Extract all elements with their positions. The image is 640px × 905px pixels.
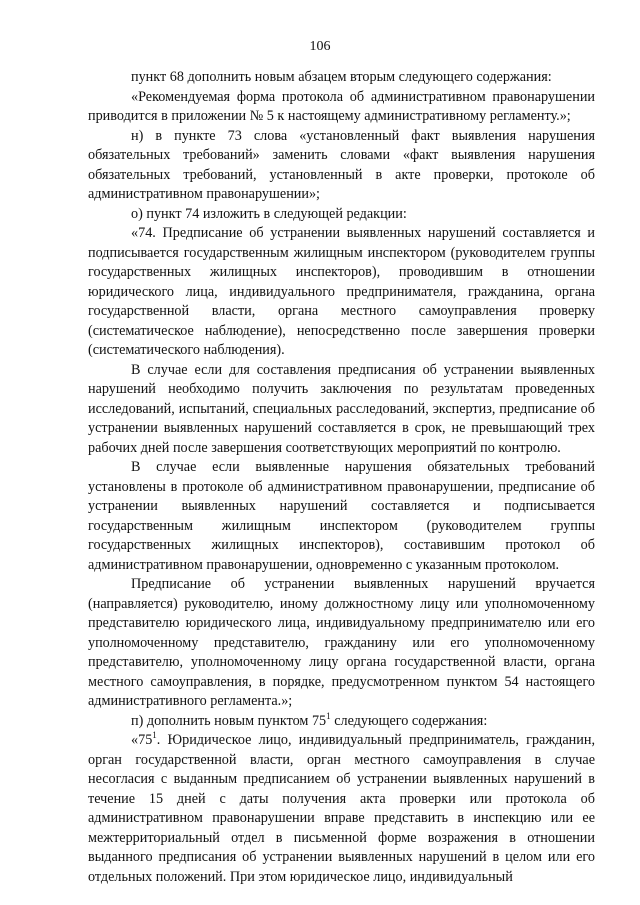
paragraph: «74. Предписание об устранении выявленных нарушений составляется и подписывается государственным жилищным инспектором (руководителем группы государственных жилищных инспекторов), проводившим в отношении юридического лица, индивидуального предпринимателя, гражданина, органа государственной власти, органа местного самоуправления проверку (систематическое наблюдение), непосредственно после завершения проверки (систематического наблюдения). xyxy=(88,225,595,358)
page-number: 106 xyxy=(309,39,331,54)
paragraph: о) пункт 74 изложить в следующей редакции: xyxy=(131,205,407,222)
superscript: 1 xyxy=(326,710,331,721)
superscript: 1 xyxy=(152,730,157,740)
document-body xyxy=(88,68,595,887)
paragraph: В случае если выявленные нарушения обязательных требований установлены в протоколе об административном правонарушении, предписание об устранении выявленных нарушений составляется и подписывается государственным жилищным инспектором (руководителем группы государственных жилищных инспекторов), составившим протокол об административном правонарушении, одновременно с указанным протоколом. xyxy=(88,459,595,573)
paragraph: «Рекомендуемая форма протокола об административном правонарушении приводится в приложении № 5 к настоящему административному регламенту.»; xyxy=(88,88,595,124)
paragraph-text: «75 xyxy=(131,732,153,748)
paragraph xyxy=(88,731,595,887)
paragraph: н) в пункте 73 слова «установленный факт выявления нарушения обязательных требований» заменить словами «факт выявления нарушения обязательных требований, установленный в акте проверки, протоколе об административном правонарушении»; xyxy=(88,127,595,202)
paragraph-text: п) дополнить новым пунктом 75 xyxy=(131,712,327,729)
paragraph-text: следующего содержания: xyxy=(330,712,488,729)
paragraph: В случае если для составления предписания об устранении выявленных нарушений необходимо получить заключения по результатам проведенных исследований, испытаний, специальных расследований, экспертиз, предписание об устранении выявленных нарушений составляется в срок, не превышающий трех рабочих дней после завершения соответствующих мероприятий по контролю. xyxy=(88,361,595,456)
paragraph: Предписание об устранении выявленных нарушений вручается (направляется) руководителю, иному должностному лицу или уполномоченному представителю юридического лица, индивидуальному предпринимателю или его уполномоченному представителю, гражданину или его уполномоченному представителю, уполномоченному лицу органа государственной власти, органа местного самоуправления, в порядке, предусмотренном пунктом 54 настоящего административного регламента.»; xyxy=(88,576,595,709)
paragraph-text: . Юридическое лицо, индивидуальный предприниматель, гражданин, орган государственной власти, орган местного самоуправления в случае несогласия с выданным предписанием об устранении выявленных нарушений в течение 15 дней с даты получения акта проверки или протокола об административном правонарушении вправе представить в инспекцию или ее межтерриториальный отдел в письменной форме возражения в отношении выданного предписания об устранении выявленных нарушений в целом или его отдельных положений. При этом юридическое лицо, индивидуальный xyxy=(88,732,595,885)
paragraph xyxy=(88,712,595,732)
paragraph: пункт 68 дополнить новым абзацем вторым следующего содержания: xyxy=(131,69,552,85)
